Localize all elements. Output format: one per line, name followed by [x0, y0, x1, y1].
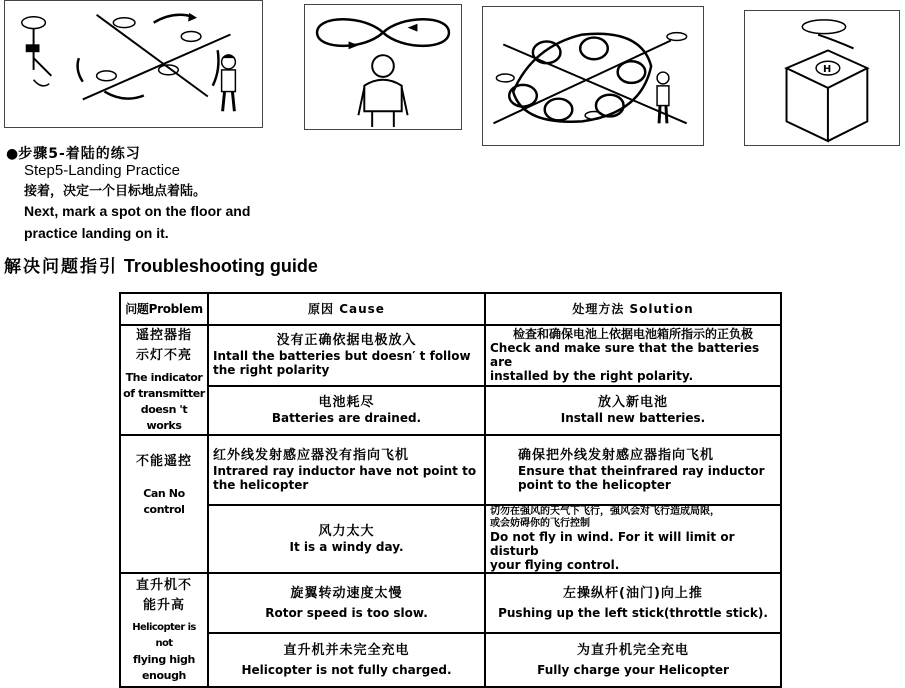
- cause-cell: [208, 325, 485, 386]
- table-row: [120, 325, 781, 386]
- landing-title-en: Step5-Landing Practice: [24, 162, 180, 179]
- solution-en-line2: your flying control.: [490, 558, 620, 572]
- solution-cell: [485, 573, 781, 633]
- cause-zh: 风力太大: [318, 524, 375, 539]
- solution-zh-line1: 切勿在强风的天气下飞行，强风会对飞行造成局限，: [490, 506, 720, 517]
- landing-pad-drawing: [745, 11, 899, 145]
- problem-zh-line2: 能升高: [142, 598, 185, 613]
- cause-cell: [208, 435, 485, 505]
- solution-zh: 为直升机完全充电: [576, 643, 689, 658]
- solution-zh: 放入新电池: [597, 395, 668, 411]
- circuit-route-drawing: [483, 7, 703, 145]
- solution-zh: 左操纵杆(油门)向上推: [563, 586, 703, 601]
- cause-en-line1: Batteries are drained.: [271, 411, 422, 426]
- problem-en-line1: The indicator: [125, 371, 203, 384]
- cause-cell: [208, 386, 485, 435]
- problem-not-flying-high: [120, 573, 208, 687]
- cause-cell: [208, 505, 485, 573]
- problem-en-line1: Can No: [143, 487, 185, 500]
- solution-en-line2: installed by the right polarity.: [490, 368, 694, 383]
- problem-en-line1: Helicopter is not: [132, 622, 196, 649]
- solution-cell: [485, 386, 781, 435]
- troubleshooting-table: [119, 292, 782, 688]
- cause-en-line1: Rotor speed is too slow.: [265, 606, 428, 620]
- header-solution: 处理方法 Solution: [485, 293, 781, 325]
- problem-can-no-control: [120, 435, 208, 573]
- bullet-dot: ●: [6, 146, 19, 162]
- table-row: [120, 386, 781, 435]
- problem-zh-line2: 示灯不亮: [135, 348, 192, 363]
- cause-zh: 没有正确依据电极放入: [276, 333, 417, 349]
- problem-en-line2: control: [143, 503, 185, 516]
- solution-cell: [485, 435, 781, 505]
- solution-cell: [485, 505, 781, 573]
- illustration-panel-figure-eight: [304, 4, 462, 130]
- solution-zh: 确保把外线发射感应器指向飞机: [518, 448, 715, 463]
- cause-cell: [208, 573, 485, 633]
- problem-zh-line1: 遥控器指: [135, 328, 192, 343]
- landing-title-zh: 步骤5-着陆的练习: [18, 146, 141, 162]
- solution-en-line1: Ensure that theinfrared ray inductor: [518, 464, 765, 478]
- cause-cell: [208, 633, 485, 687]
- problem-zh-line1: 不能遥控: [135, 454, 192, 469]
- cause-zh: 直升机并未完全充电: [283, 643, 410, 658]
- table-row: [120, 633, 781, 687]
- solution-en-line1: Do not fly in wind. For it will limit or disturb: [490, 530, 735, 558]
- table-header-row: [120, 293, 781, 325]
- cause-zh: 红外线发射感应器没有指向飞机: [213, 448, 410, 463]
- solution-en-line1: Install new batteries.: [560, 411, 706, 426]
- solution-zh: 检查和确保电池上依据电池箱所指示的正负极: [512, 326, 753, 341]
- svg-text:H: H: [822, 64, 832, 76]
- cause-en-line1: Intrared ray inductor have not point to: [213, 464, 477, 478]
- header-problem: 问题Problem: [120, 293, 208, 325]
- table-row: [120, 573, 781, 633]
- figure-eight-drawing: [305, 5, 461, 129]
- figure-x-route-drawing: [5, 1, 262, 127]
- illustration-panel-circuit-route: [482, 6, 704, 146]
- cause-zh: 电池耗尽: [318, 395, 375, 411]
- illustration-panel-landing-pad: [744, 10, 900, 146]
- troubleshooting-heading: [4, 255, 318, 278]
- problem-transmitter-indicator: [120, 325, 208, 435]
- table-row: [120, 505, 781, 573]
- solution-en-line2: point to the helicopter: [518, 478, 671, 492]
- solution-zh-line2: 或会妨碍你的飞行控制: [490, 518, 590, 529]
- solution-en-line1: Check and make sure that the batteries are: [490, 340, 760, 369]
- troubleshooting-heading-en: Troubleshooting guide: [123, 256, 318, 276]
- problem-zh-line1: 直升机不: [135, 578, 192, 593]
- solution-en-line1: Fully charge your Helicopter: [537, 663, 729, 677]
- cause-en-line1: It is a windy day.: [289, 540, 404, 554]
- troubleshooting-heading-zh: 解决问题指引: [4, 257, 118, 277]
- solution-en-line1: Pushing up the left stick(throttle stick).: [498, 606, 768, 620]
- cause-en-line1: Intall the batteries but doesn′ t follow: [213, 349, 471, 364]
- landing-desc-en-line1: Next, mark a spot on the floor and: [24, 203, 251, 219]
- cause-zh: 旋翼转动速度太慢: [290, 586, 403, 601]
- problem-en-line3: enough: [142, 669, 186, 682]
- solution-cell: [485, 325, 781, 386]
- landing-desc-zh: 接着，决定一个目标地点着陆。: [24, 184, 207, 199]
- problem-en-line2: flying high: [133, 653, 195, 666]
- problem-en-line2: of transmitter: [123, 387, 205, 400]
- cause-en-line1: Helicopter is not fully charged.: [241, 663, 452, 677]
- header-cause: 原因 Cause: [208, 293, 485, 325]
- illustration-panel-figure-x-route: [4, 0, 263, 128]
- solution-cell: [485, 633, 781, 687]
- table-row: [120, 435, 781, 505]
- cause-en-line2: the helicopter: [213, 478, 309, 492]
- cause-en-line2: the right polarity: [213, 363, 330, 378]
- problem-en-line3: doesn 't works: [140, 403, 188, 432]
- landing-desc-en-line2: practice landing on it.: [24, 225, 169, 241]
